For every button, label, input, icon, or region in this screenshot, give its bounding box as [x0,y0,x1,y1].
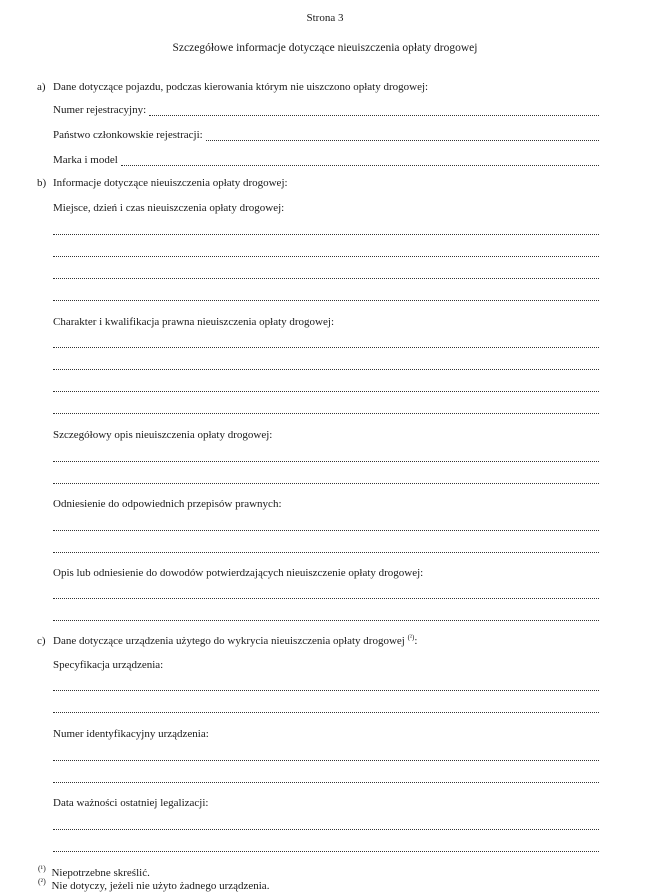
legal-nature-line[interactable] [53,413,599,414]
footnote-1-mark: (¹) [38,864,46,873]
section-b-heading: Informacje dotyczące nieuiszczenia opłaty drogowej: [53,177,288,189]
device-id-line[interactable] [53,782,599,783]
section-b-marker: b) [37,177,47,189]
footnote-2-text: Nie dotyczy, jeżeli nie użyto żadnego urządzenia. [51,879,270,892]
legal-nature-line[interactable] [53,391,599,392]
legal-nature-line[interactable] [53,369,599,370]
section-c-heading-colon: : [414,635,418,647]
section-c-heading-text: Dane dotyczące urządzenia użytego do wykrycia nieuiszczenia opłaty drogowej [53,635,405,647]
device-spec-label: Specyfikacja urządzenia: [53,659,164,671]
device-id-line[interactable] [53,760,599,761]
legal-nature-label: Charakter i kwalifikacja prawna nieuiszczenia opłaty drogowej: [53,316,334,328]
member-state-field[interactable] [53,127,599,141]
section-a-heading: Dane dotyczące pojazdu, podczas kierowania którym nie uiszczono opłaty drogowej: [53,81,429,93]
footnote-2-mark: (²) [38,877,46,886]
registration-number-field[interactable] [53,102,599,116]
section-c-heading [53,635,417,647]
footnote-ref-2: (²) [407,633,415,642]
place-date-time-line[interactable] [53,300,599,301]
evidence-line[interactable] [53,598,599,599]
last-legalization-label: Data ważności ostatniej legalizacji: [53,797,209,809]
page-number: Strona 3 [306,12,344,24]
legal-nature-line[interactable] [53,347,599,348]
registration-number-line[interactable] [149,105,599,116]
legal-reference-label: Odniesienie do odpowiednich przepisów prawnych: [53,498,282,510]
last-legalization-line[interactable] [53,851,599,852]
footnote-2 [38,877,269,892]
place-date-time-line[interactable] [53,256,599,257]
registration-number-label: Numer rejestracyjny: [53,104,147,116]
make-model-field[interactable] [53,152,599,166]
legal-reference-line[interactable] [53,552,599,553]
footnote-1-text: Niepotrzebne skreślić. [51,866,150,879]
member-state-line[interactable] [206,130,599,141]
detailed-description-label: Szczegółowy opis nieuiszczenia opłaty drogowej: [53,429,273,441]
legal-reference-line[interactable] [53,530,599,531]
section-a-marker: a) [37,81,46,93]
make-model-label: Marka i model [53,154,118,166]
member-state-label: Państwo członkowskie rejestracji: [53,129,203,141]
device-spec-line[interactable] [53,712,599,713]
device-spec-line[interactable] [53,690,599,691]
evidence-label: Opis lub odniesienie do dowodów potwierdzających nieuiszczenie opłaty drogowej: [53,567,424,579]
place-date-time-label: Miejsce, dzień i czas nieuiszczenia opłaty drogowej: [53,202,285,214]
last-legalization-line[interactable] [53,829,599,830]
evidence-line[interactable] [53,620,599,621]
place-date-time-line[interactable] [53,278,599,279]
make-model-line[interactable] [121,155,599,166]
device-id-label: Numer identyfikacyjny urządzenia: [53,728,209,740]
place-date-time-line[interactable] [53,234,599,235]
section-c-marker: c) [37,635,46,647]
detailed-description-line[interactable] [53,483,599,484]
detailed-description-line[interactable] [53,461,599,462]
form-title: Szczegółowe informacje dotyczące nieuiszczenia opłaty drogowej [172,42,478,54]
